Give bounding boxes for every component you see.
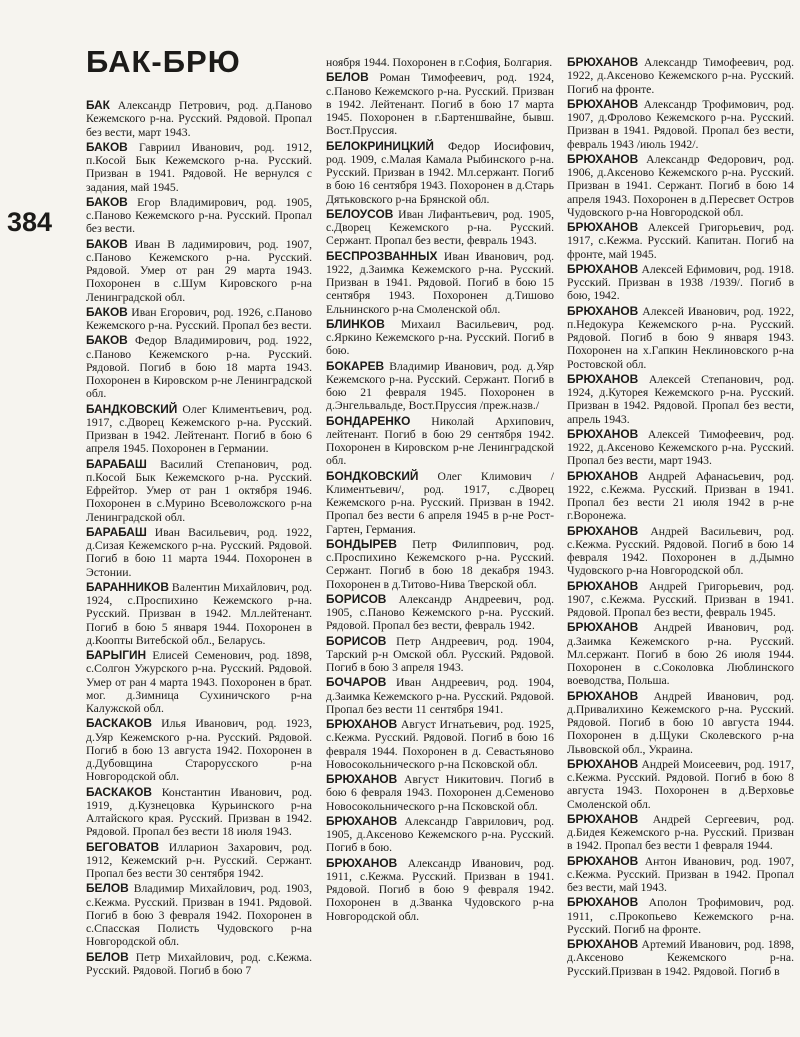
entry-surname: БРЮХАНОВ	[567, 756, 639, 771]
entry-surname: БОНДЫРЕВ	[326, 536, 397, 551]
entry-surname: БРЮХАНОВ	[326, 813, 398, 828]
entry-surname: БЛИНКОВ	[326, 316, 385, 331]
entry-text: Алексей Тимофеевич, род. 1922, д.Аксеново Кежемского р-на. Русский. Пропал без вести, март 1943.	[567, 427, 794, 468]
entry-text: Александр Трофимович, род. 1907, д.Фролово Кежемского р-на. Русский. Призван в 1941. Рядовой. Пропал без вести, февраль 1943 /июль 1942/.	[567, 97, 794, 151]
entry-text: Михаил Васильевич, род. с.Яркино Кежемского р-на. Русский. Погиб в бою.	[326, 317, 554, 358]
entry-surname: БОЧАРОВ	[326, 675, 387, 690]
entry-surname: БРЮХАНОВ	[567, 303, 639, 318]
entry	[86, 526, 312, 579]
entry-surname: БАРАБАШ	[86, 456, 147, 471]
entry-surname: БОНДАРЕНКО	[326, 413, 411, 428]
entry-text: Валентин Михайлович, род. 1924, с.Проспихино Кежемского р-на. Русский. Призван в 1942. Мл.лейтенант. Погиб в бою 5 января 1944. Похоронен в д.Коопты Витебской обл., Беларусь.	[86, 580, 312, 647]
entry-surname: БАРЫГИН	[86, 648, 147, 662]
entry-text: Федор Владимирович, род. 1922, с.Паново Кежемского р-на. Русский. Рядовой. Погиб в бою 18 марта 1943. Похоронен в Кировском р-не Ленинградской обл.	[86, 334, 312, 401]
entry	[86, 99, 312, 139]
entry	[326, 208, 554, 248]
entry-text: Илья Иванович, род. 1923, д.Уяр Кежемского р-на. Русский. Рядовой. Погиб в бою 13 августа 1942. Похоронен в д.Дубовщина Старорусского р-на Новгородской обл.	[86, 717, 312, 784]
entry-surname: БАСКАКОВ	[86, 784, 152, 799]
entry-surname: БАРАБАШ	[86, 524, 147, 539]
entry-text: Андрей Васильевич, род. с.Кежма. Русский. Рядовой. Погиб в бою 14 февраля 1942. Похоронен в д.Дымно Чудовского р-на Новгородской обл.	[567, 524, 794, 578]
entry	[86, 951, 312, 978]
entry-text: Алексей Степанович, род. 1924, д.Куторея Кежемского р-на. Русский. Призван в 1942. Рядовой. Пропал без вести, апрель 1943.	[567, 372, 794, 426]
entry-surname: БРЮХАНОВ	[567, 468, 639, 483]
entry	[567, 758, 794, 811]
entry-text: Иван В ладимирович, род. 1907, с.Паново Кежемского р-на. Русский. Рядовой. Умер от ран 29 марта 1943. Похоронен в с.Шум Кировского р-на Ленинградской обл.	[86, 237, 312, 304]
entry-surname: БОНДКОВСКИЙ	[326, 468, 419, 483]
entry	[567, 525, 794, 578]
entry	[86, 458, 312, 524]
entry	[326, 593, 554, 633]
entry-text: Алексей Ефимович, род. 1918. Русский. Призван в 1938 /1939/. Погиб в бою, 1942.	[567, 262, 794, 303]
page-number: 384	[7, 207, 53, 237]
entry	[567, 470, 794, 523]
entry-surname: БРЮХАНОВ	[326, 772, 398, 786]
entry-surname: БРЮХАНОВ	[567, 426, 639, 441]
entry	[567, 813, 794, 853]
entry-text: Андрей Иванович, род. д.Привалихино Кежемского р-на. Русский. Рядовой. Погиб в бою 10 августа 1944. Похоронен в д.Щуки Сколевского р-на Львовской обл., Украина.	[567, 689, 794, 756]
entry-text: Александр Гаврилович, род. 1905, д.Аксеново Кежемского р-на. Русский. Погиб в бою.	[326, 814, 554, 855]
entry-surname: БРЮХАНОВ	[567, 96, 639, 111]
entry-text: Роман Тимофеевич, род. 1924, с.Паново Кежемского р-на. Русский. Призван в 1942. Лейтенант. Погиб в бою 17 марта 1945. Похоронен в г.Бартеншвайне, бывш. Вост.Пруссия.	[326, 71, 554, 138]
entry-text: Иван Иванович, род. 1922, д.Заимка Кежемского р-на. Русский. Призван в 1941. Рядовой. Погиб в бою 15 сентября 1943. Похоронен д.Тишово Ельнинского р-на Смоленской обл.	[326, 249, 554, 316]
entry-text: Андрей Моисеевич, род. 1917, с.Кежма. Русский. Рядовой. Погиб в бою 8 августа 1943. Похоронен в д.Верховье Смоленской обл.	[567, 757, 794, 811]
entry	[326, 71, 554, 137]
entry	[567, 428, 794, 468]
entry-surname: БЕЛОВ	[86, 881, 129, 896]
entry-text: Гавриил Иванович, род. 1912, п.Косой Бык Кежемского р-на. Русский. Призван в 1941. Рядовой. Не вернулся с задания, май 1945.	[86, 140, 312, 194]
entry-text: Петр Филиппович, род. с.Проспихино Кежемского р-на. Русский. Сержант. Погиб в бою 18 декабря 1943. Похоронен в д.Титово-Нива Тверской обл.	[326, 537, 554, 591]
entry	[326, 718, 554, 771]
entry-surname: БАК	[86, 98, 110, 112]
entry-surname: БЕЛОУСОВ	[326, 206, 394, 221]
entry	[326, 318, 554, 358]
entry	[567, 621, 794, 687]
entry	[326, 773, 554, 813]
entry-text: Иван Лифантьевич, род. 1905, с.Дворец Кежемского р-на. Русский. Сержант. Пропал без вести, февраль 1943.	[326, 207, 554, 248]
entry	[86, 141, 312, 194]
entry-surname: БРЮХАНОВ	[567, 578, 639, 593]
entry-surname: БРЮХАНОВ	[567, 55, 639, 69]
entry	[567, 56, 794, 96]
entry-text: Артемий Иванович, род. 1898, д.Аксеново Кежемского р-на. Русский.Призван в 1942. Рядовой. Погиб в	[567, 938, 794, 978]
entry-text: Петр Михайлович, род. с.Кежма. Русский. Рядовой. Погиб в бою 7	[86, 950, 312, 977]
entry-text: Андрей Григорьевич, род. 1907, с.Кежма. Русский. Призван в 1941. Рядовой. Пропал без вести, февраль 1945.	[567, 579, 794, 619]
entry	[86, 196, 312, 236]
entry-surname: БАСКАКОВ	[86, 716, 152, 731]
entry-surname: БЕЛОВ	[86, 949, 129, 964]
entry-surname: БРЮХАНОВ	[567, 151, 639, 166]
entry-surname: БАКОВ	[86, 333, 128, 348]
entry	[86, 786, 312, 839]
entry	[326, 250, 554, 316]
entry-surname: БАНДКОВСКИЙ	[86, 401, 178, 416]
entry-text: Аполон Трофимович, род. 1911, с.Прокопьево Кежемского р-на. Русский. Погиб на фронте.	[567, 896, 794, 936]
entry-text: Алексей Григорьевич, род. 1917, с.Кежма. Русский. Капитан. Погиб на фронте, май 1945.	[567, 221, 794, 261]
entry-surname: БАРАННИКОВ	[86, 579, 169, 594]
entry-text: Петр Андреевич, род. 1904, Тарский р-н Омской обл. Русский. Рядовой. Погиб в бою 3 апреля 1943.	[326, 634, 554, 674]
entry-text: Олег Климентьевич, род. 1917, с.Дворец Кежемского р-на. Русский. Призван в 1942. Лейтенант. Погиб в бою 6 апреля 1945. Похоронен в Германии.	[86, 402, 312, 456]
entry	[86, 717, 312, 783]
entry	[86, 306, 312, 333]
entry	[326, 140, 554, 206]
entry-text: Елисей Семенович, род. 1898, с.Солгон Ужурского р-на. Русский. Рядовой. Умер от ран 4 марта 1943. Похоронен в брат. мог. д.Зимница Сухиничского р-на Калужской обл.	[86, 649, 312, 715]
entry-surname: БЕЛОКРИНИЦКИЙ	[326, 138, 434, 153]
entry	[326, 815, 554, 855]
entry-surname: БРЮХАНОВ	[326, 855, 398, 870]
entry	[567, 373, 794, 426]
entry	[567, 580, 794, 620]
entry-text: Федор Иосифович, род. 1909, с.Малая Камала Рыбинского р-на. Русский. Призван в 1942. Мл.сержант. Погиб в бою 16 сентября 1943. Похоронен в д.Старь Дятьковского р-на Брянской обл.	[326, 139, 554, 206]
entry-surname: БРЮХАНОВ	[567, 688, 639, 703]
entry-text: Александр Федорович, род. 1906, д.Аксеново Кежемского р-на. Русский. Призван в 1941. Сержант. Погиб в бою 14 апреля 1943. Похоронен в д.Пересвет Остров Чудовского р-на Новгородской обл.	[567, 152, 794, 219]
entry-text: Александр Андреевич, род. 1905, с.Паново Кежемского р-на. Русский. Рядовой. Пропал без вести, февраль 1942.	[326, 592, 554, 633]
entry	[567, 855, 794, 895]
entry-surname: БРЮХАНОВ	[567, 620, 639, 635]
entry	[86, 649, 312, 715]
entry	[567, 153, 794, 219]
entry-surname: БРЮХАНОВ	[567, 811, 639, 826]
column-2	[326, 56, 554, 925]
entry-surname: БРЮХАНОВ	[567, 371, 639, 386]
entry-surname: БРЮХАНОВ	[326, 717, 398, 731]
entry-continuation: ноября 1944. Похоронен в г.София, Болгария.	[326, 56, 553, 69]
entry-surname: БЕГОВАТОВ	[86, 839, 160, 854]
entry	[567, 263, 794, 303]
entry	[86, 581, 312, 647]
entry-surname: БРЮХАНОВ	[567, 261, 639, 276]
entry-surname: БРЮХАНОВ	[567, 220, 639, 234]
entry	[86, 334, 312, 400]
entry	[86, 403, 312, 456]
entry	[326, 538, 554, 591]
entry	[326, 676, 554, 716]
column-1	[86, 99, 312, 979]
entry	[567, 221, 794, 261]
entry	[567, 896, 794, 936]
entry	[86, 882, 312, 948]
entry-text: Август Игнатьевич, род. 1925, с.Кежма. Русский. Рядовой. Погиб в бою 16 февраля 1944. Похоронен в д. Севастьяново Новосокольнического р-на Псковской обл.	[326, 718, 554, 771]
page-header: БАК-БРЮ	[86, 44, 241, 79]
entry-text: Александр Иванович, род. 1911, с.Кежма. Русский. Призван в 1941. Рядовой. Погиб в бою 9 февраля 1942. Похоронен в д.Званка Чудовского р-на Новгородской обл.	[326, 856, 554, 923]
entry	[326, 635, 554, 675]
entry-text: Антон Иванович, род. 1907, с.Кежма. Русский. Призван в 1942. Пропал без вести, май 1943.	[567, 854, 794, 894]
entry	[326, 857, 554, 923]
entry	[86, 238, 312, 304]
column-3	[567, 56, 794, 980]
entry	[326, 415, 554, 468]
entry	[567, 305, 794, 371]
entry-text: Константин Иванович, род. 1919, д.Кузнецовка Курьинского р-на Алтайского края. Русский. Призван в 1942. Рядовой. Пропал без вести 18 июля 1943.	[86, 785, 312, 839]
entry-text: Илларион Захарович, род. 1912, Кежемский р-н. Русский. Сержант. Пропал без вести 30 сентября 1942.	[86, 840, 312, 880]
entry-text: Август Никитович. Погиб в бою 6 февраля 1943. Похоронен д.Семеново Новосокольнического р-на Псковской обл.	[326, 773, 554, 813]
entry-surname: БЕЛОВ	[326, 70, 369, 85]
entry-text: Иван Андреевич, род. 1904, д.Заимка Кежемского р-на. Русский. Рядовой. Пропал без вести 11 сентября 1941.	[326, 676, 554, 716]
entry-surname: БОРИСОВ	[326, 591, 387, 606]
entry	[326, 470, 554, 536]
entry-surname: БРЮХАНОВ	[567, 853, 639, 868]
entry-surname: БЕСПРОЗВАННЫХ	[326, 248, 438, 263]
entry-surname: БАКОВ	[86, 139, 128, 154]
entry	[567, 938, 794, 978]
entry	[567, 98, 794, 151]
entry	[86, 841, 312, 881]
entry-surname: БРЮХАНОВ	[567, 523, 639, 538]
entry-surname: БОРИСОВ	[326, 633, 387, 648]
entry-text: Александр Петрович, род. д.Панoво Кежемского р-на. Русский. Рядовой. Пропал без вести, март 1943.	[86, 99, 312, 139]
entry-surname: БАКОВ	[86, 236, 128, 251]
entry-surname: БАКОВ	[86, 194, 128, 209]
entry-surname: БОКАРЕВ	[326, 358, 385, 373]
entry	[567, 690, 794, 756]
entry-text: Андрей Сергеевич, род. д.Бидея Кежемского р-на. Русский. Призван в 1942. Пропал без вести 1 февраля 1944.	[567, 812, 794, 853]
entry-surname: БРЮХАНОВ	[567, 895, 639, 910]
entry-text: Андрей Афанасьевич, род. 1922, с.Кежма. Русский. Призван в 1941. Пропал без вести 21 июля 1942 в р-не г.Воронежа.	[567, 469, 794, 523]
entry-text: Александр Тимофеевич, род. 1922, д.Аксеново Кежемского р-на. Русский. Погиб на фронте.	[567, 56, 794, 96]
entry-text: Иван Егорович, род. 1926, с.Паново Кежемского р-на. Русский. Пропал без вести.	[86, 305, 312, 332]
entry-text: Владимир Михайлович, род. 1903, с.Кежма. Русский. Призван в 1941. Рядовой. Погиб в бою 3 февраля 1942. Похоронен в с.Спасская Полисть Чудовского р-на Новгородской обл.	[86, 882, 312, 949]
entry-text: Иван Васильевич, род. 1922, д.Сизая Кежемского р-на. Русский. Рядовой. Погиб в бою 11 марта 1944. Похоронен в Эстонии.	[86, 525, 312, 579]
entry-text: Николай Архипович, лейтенант. Погиб в бою 29 сентября 1942. Похоронен в Кировском р-не Ленинградской обл.	[326, 414, 554, 468]
entry-text: Андрей Иванович, род. д.Заимка Кежемского р-на. Русский. Мл.сержант. Погиб в бою 26 июля 1944. Похоронен в с.Соколовка Люблинского воеводства, Польша.	[567, 621, 794, 688]
entry-text: Василий Степанович, род. п.Косой Бык Кежемского р-на. Русский. Ефрейтор. Умер от ран 1 октября 1946. Похоронен в с.Мурино Всеволожского р-на Ленинградской обл.	[86, 457, 312, 524]
entry-surname: БРЮХАНОВ	[567, 937, 639, 951]
entry-text: Алексей Иванович, род. 1922, п.Недокура Кежемского р-на. Русский. Рядовой. Погиб в бою 9 января 1943. Похоронен на х.Гапкин Неклиновского р-на Ростовской обл.	[567, 304, 794, 371]
entry-text: Владимир Иванович, род. д.Уяр Кежемского р-на. Русский. Сержант. Погиб в бою 21 февраля 1945. Похоронен в д.Энгельвальде, Вост.Пруссия /прeж.назв./	[326, 359, 554, 413]
entry-text: Егор Владимирович, род. 1905, с.Паново Кежемского р-на. Русский. Пропал без вести.	[86, 195, 312, 236]
entry-surname: БАКОВ	[86, 304, 128, 319]
entry	[326, 360, 554, 413]
entry-text: Олег Климович /Климентьевич/, род. 1917, с.Дворец Кежемского р-на. Русский. Призван в 1942. Пропал без вести 6 апреля 1945 в р-не Рост-Гартен, Германия.	[326, 469, 554, 536]
